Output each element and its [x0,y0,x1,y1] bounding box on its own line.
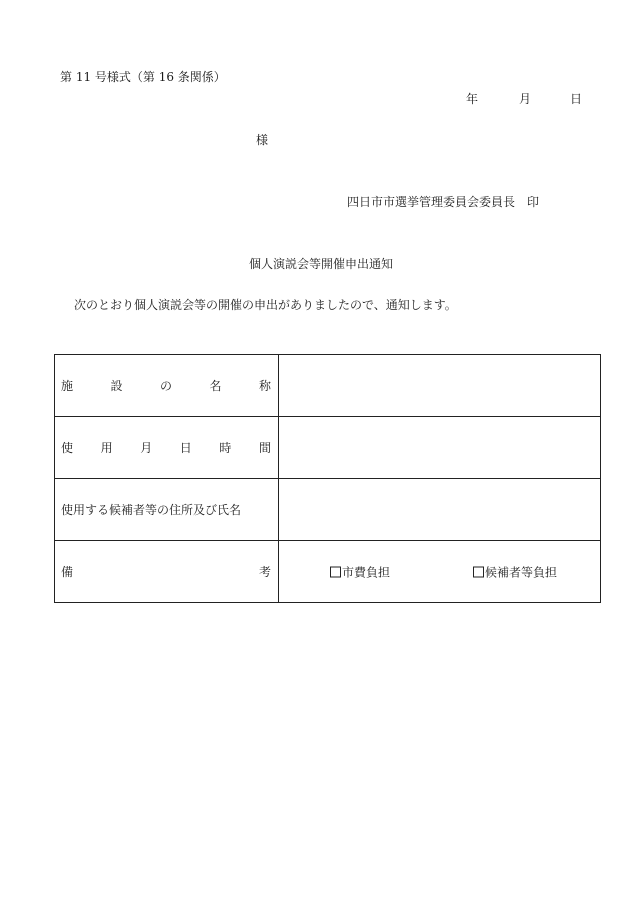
facility-name-label [61,377,271,394]
remarks-label-cell [55,541,279,603]
label-char: 称 [258,379,271,393]
label-char: 時 [219,441,232,455]
issuer-seal: 印 [527,195,540,209]
date-year-label: 年 [466,92,479,106]
label-char: 用 [100,441,113,455]
form-number: 第 11 号様式（第 16 条関係） [60,70,226,84]
date-line [466,90,582,107]
table-row [55,541,601,603]
date-month-label: 月 [519,92,532,106]
label-char: 備 [61,565,74,579]
recipient-honorific: 様 [256,133,269,147]
form-table [54,354,601,603]
candidate-expense-option[interactable] [473,563,557,580]
candidate-address-name-label-cell [55,479,279,541]
issuer-line [347,193,539,210]
usage-datetime-value-cell[interactable] [279,417,601,479]
label-char: 設 [110,379,123,393]
checkbox-icon[interactable] [473,566,484,577]
candidate-address-name-label: 使用する候補者等の住所及び氏名 [61,503,242,517]
label-char: 名 [209,379,222,393]
date-day-label: 日 [570,92,583,106]
remarks-value-cell [279,541,601,603]
label-char: 月 [140,441,153,455]
label-char: 日 [179,441,192,455]
facility-name-value-cell[interactable] [279,355,601,417]
usage-datetime-label-cell [55,417,279,479]
document-title: 個人演説会等開催申出通知 [249,257,394,271]
body-text: 次のとおり個人演説会等の開催の申出がありましたので、通知します。 [74,298,457,312]
table-row [55,417,601,479]
usage-datetime-label [61,439,271,456]
candidate-expense-label: 候補者等負担 [485,565,558,579]
table-row [55,479,601,541]
remarks-options [279,541,600,602]
candidate-address-name-value-cell[interactable] [279,479,601,541]
label-char: 間 [258,441,271,455]
label-char: 施 [61,379,74,393]
city-expense-label: 市費負担 [342,565,391,579]
city-expense-option[interactable] [330,563,390,580]
checkbox-icon[interactable] [330,566,341,577]
issuer-name: 四日市市選挙管理委員会委員長 [347,195,516,209]
table-row [55,355,601,417]
facility-name-label-cell [55,355,279,417]
remarks-label [61,563,271,580]
label-char: 考 [258,565,271,579]
label-char: 使 [61,441,74,455]
label-char: の [159,379,172,393]
